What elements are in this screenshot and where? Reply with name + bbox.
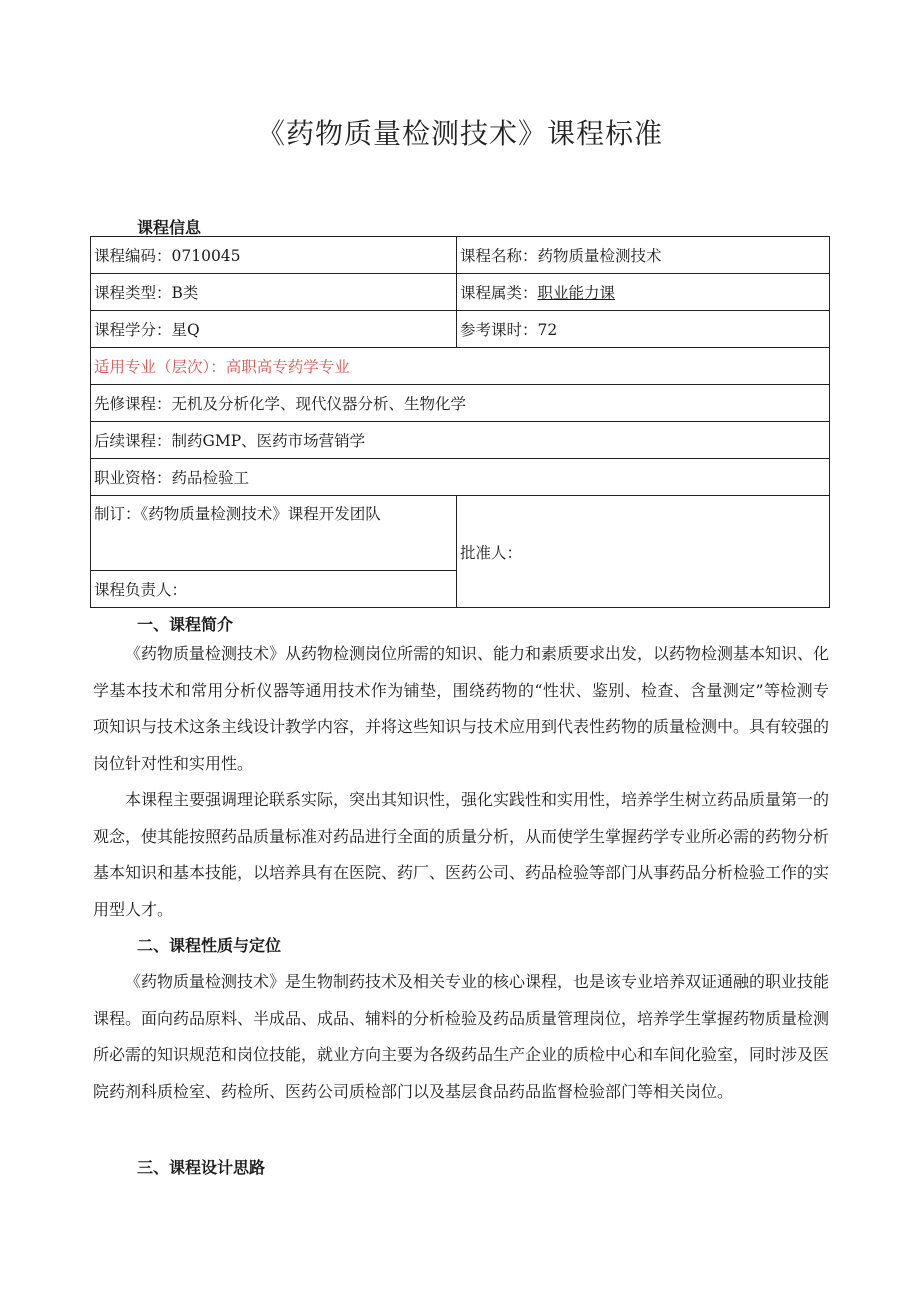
table-row [91, 274, 830, 311]
approver-cell: 批准人： [457, 496, 830, 608]
course-name-cell: 课程名称：药物质量检测技术 [457, 237, 830, 274]
table-row [91, 385, 830, 422]
followup-courses-cell: 后续课程：制药GMP、医药市场营销学 [91, 422, 830, 459]
course-hours-cell: 参考课时：72 [457, 311, 830, 348]
table-row [91, 311, 830, 348]
course-type-cell: 课程类型：B类 [91, 274, 457, 311]
paragraph: 本课程主要强调理论联系实际，突出其知识性，强化实践性和实用性，培养学生树立药品质量第一的观念，使其能按照药品质量标准对药品进行全面的质量分析，从而使学生掌握药学专业所必需的药物分析基本知识和基本技能，以培养具有在医院、药厂、医药公司、药品检验等部门从事药品分析检验工作的实用型人才。 [93, 790, 830, 919]
course-info-heading: 课程信息 [137, 218, 202, 237]
prerequisite-courses-cell: 先修课程：无机及分析化学、现代仪器分析、生物化学 [91, 385, 830, 422]
table-row [91, 496, 830, 571]
course-info-table [90, 236, 830, 608]
table-row [91, 459, 830, 496]
section-heading: 三、课程设计思路 [137, 1158, 266, 1177]
document-title: 《药物质量检测技术》课程标准 [256, 117, 663, 150]
course-credits-cell: 课程学分：星Q [91, 311, 457, 348]
table-row [91, 237, 830, 274]
course-code-cell: 课程编码：0710045 [91, 237, 457, 274]
table-row [91, 348, 830, 385]
applicable-major-cell: 适用专业（层次）：高职高专药学专业 [91, 348, 830, 385]
course-leader-cell: 课程负责人： [91, 571, 457, 608]
course-category-label: 课程属类： [460, 284, 538, 302]
section-heading: 一、课程简介 [137, 615, 234, 634]
paragraph: 《药物质量检测技术》是生物制药技术及相关专业的核心课程，也是该专业培养双证通融的职业技能课程。面向药品原料、半成品、成品、辅料的分析检验及药品质量管理岗位，培养学生掌握药物质量检测所必需的知识规范和岗位技能，就业方向主要为各级药品生产企业的质检中心和车间化验室，同时涉及医院药剂科质检室、药检所、医药公司质检部门以及基层食品药品监督检验部门等相关岗位。 [93, 972, 830, 1101]
made-by-cell: 制订：《药物质量检测技术》课程开发团队 [91, 496, 457, 571]
paragraph: 《药物质量检测技术》从药物检测岗位所需的知识、能力和素质要求出发，以药物检测基本知识、化学基本技术和常用分析仪器等通用技术作为铺垫，围绕药物的“性状、鉴别、检查、含量测定”等检测专项知识与技术这条主线设计教学内容，并将这些知识与技术应用到代表性药物的质量检测中。具有较强的岗位针对性和实用性。 [93, 644, 830, 773]
section-heading: 二、课程性质与定位 [137, 936, 282, 955]
course-category-value: 职业能力课 [537, 284, 616, 302]
course-category-cell [457, 274, 830, 311]
table-row [91, 422, 830, 459]
qualification-cell: 职业资格：药品检验工 [91, 459, 830, 496]
